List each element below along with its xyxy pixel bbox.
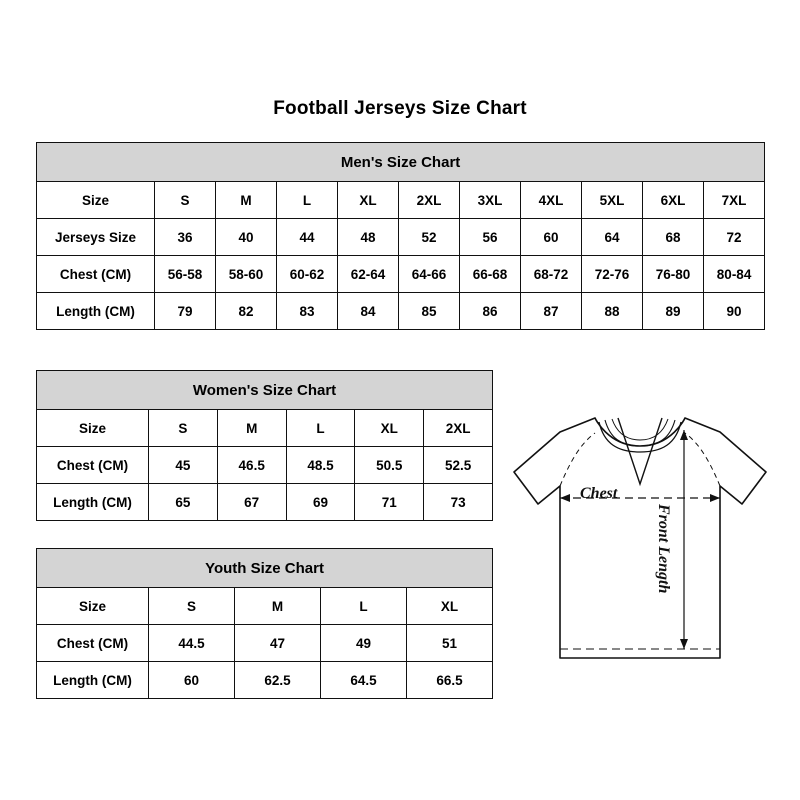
row-label: Length (CM) bbox=[37, 662, 149, 699]
column-header: S bbox=[149, 410, 218, 447]
page-title: Football Jerseys Size Chart bbox=[273, 98, 527, 119]
table-header-row bbox=[37, 143, 765, 182]
column-header: 6XL bbox=[643, 182, 704, 219]
table-cell: 62.5 bbox=[235, 662, 321, 699]
table-cell: 76-80 bbox=[643, 256, 704, 293]
row-label: Length (CM) bbox=[37, 484, 149, 521]
t-shirt-outline-icon bbox=[500, 400, 780, 690]
youth-size-chart bbox=[36, 548, 493, 699]
row-label: Length (CM) bbox=[37, 293, 155, 330]
table-cell: 84 bbox=[338, 293, 399, 330]
table-cell: 64.5 bbox=[321, 662, 407, 699]
table-cell: 47 bbox=[235, 625, 321, 662]
youth-chart-caption: Youth Size Chart bbox=[37, 549, 493, 588]
column-header: XL bbox=[407, 588, 493, 625]
front-length-label: Front Length bbox=[655, 504, 672, 594]
table-cell: 60 bbox=[149, 662, 235, 699]
table-header-row bbox=[37, 549, 493, 588]
table-cell: 48.5 bbox=[286, 447, 355, 484]
table-cell: 51 bbox=[407, 625, 493, 662]
table-cell: 49 bbox=[321, 625, 407, 662]
table-cell: 56-58 bbox=[155, 256, 216, 293]
column-header: XL bbox=[355, 410, 424, 447]
column-header: L bbox=[321, 588, 407, 625]
table-cell: 64-66 bbox=[399, 256, 460, 293]
table-cell: 87 bbox=[521, 293, 582, 330]
column-header-size: Size bbox=[37, 182, 155, 219]
column-header-size: Size bbox=[37, 588, 149, 625]
table-cell: 65 bbox=[149, 484, 218, 521]
mens-size-chart bbox=[36, 142, 765, 330]
column-header: M bbox=[235, 588, 321, 625]
column-header: S bbox=[149, 588, 235, 625]
womens-size-table bbox=[36, 370, 493, 521]
table-row bbox=[37, 662, 493, 699]
t-shirt-measure-diagram bbox=[500, 400, 780, 690]
table-cell: 80-84 bbox=[704, 256, 765, 293]
table-row bbox=[37, 256, 765, 293]
table-cell: 60-62 bbox=[277, 256, 338, 293]
column-header: 7XL bbox=[704, 182, 765, 219]
table-row bbox=[37, 625, 493, 662]
row-label: Jerseys Size bbox=[37, 219, 155, 256]
youth-size-table bbox=[36, 548, 493, 699]
table-row bbox=[37, 484, 493, 521]
chest-label: Chest bbox=[580, 485, 618, 502]
column-header: 2XL bbox=[424, 410, 493, 447]
table-cell: 44 bbox=[277, 219, 338, 256]
table-row bbox=[37, 219, 765, 256]
table-row bbox=[37, 410, 493, 447]
column-header-size: Size bbox=[37, 410, 149, 447]
table-cell: 48 bbox=[338, 219, 399, 256]
table-cell: 36 bbox=[155, 219, 216, 256]
table-cell: 64 bbox=[582, 219, 643, 256]
womens-chart-caption: Women's Size Chart bbox=[37, 371, 493, 410]
shirt-body-path bbox=[514, 418, 766, 658]
column-header: M bbox=[217, 410, 286, 447]
column-header: 2XL bbox=[399, 182, 460, 219]
table-cell: 88 bbox=[582, 293, 643, 330]
table-cell: 40 bbox=[216, 219, 277, 256]
table-cell: 71 bbox=[355, 484, 424, 521]
collar-line-inner bbox=[612, 419, 668, 440]
table-cell: 82 bbox=[216, 293, 277, 330]
column-header: L bbox=[277, 182, 338, 219]
table-cell: 73 bbox=[424, 484, 493, 521]
table-cell: 44.5 bbox=[149, 625, 235, 662]
table-cell: 69 bbox=[286, 484, 355, 521]
column-header: M bbox=[216, 182, 277, 219]
row-label: Chest (CM) bbox=[37, 447, 149, 484]
table-cell: 79 bbox=[155, 293, 216, 330]
table-cell: 58-60 bbox=[216, 256, 277, 293]
table-cell: 45 bbox=[149, 447, 218, 484]
mens-size-table bbox=[36, 142, 765, 330]
table-cell: 72 bbox=[704, 219, 765, 256]
table-cell: 83 bbox=[277, 293, 338, 330]
table-cell: 52.5 bbox=[424, 447, 493, 484]
column-header: 5XL bbox=[582, 182, 643, 219]
table-cell: 67 bbox=[217, 484, 286, 521]
table-cell: 68-72 bbox=[521, 256, 582, 293]
table-row bbox=[37, 447, 493, 484]
table-cell: 90 bbox=[704, 293, 765, 330]
column-header: 3XL bbox=[460, 182, 521, 219]
womens-size-chart bbox=[36, 370, 493, 521]
column-header: L bbox=[286, 410, 355, 447]
table-row bbox=[37, 293, 765, 330]
table-row bbox=[37, 182, 765, 219]
table-cell: 66-68 bbox=[460, 256, 521, 293]
table-cell: 85 bbox=[399, 293, 460, 330]
table-cell: 56 bbox=[460, 219, 521, 256]
table-cell: 66.5 bbox=[407, 662, 493, 699]
table-cell: 60 bbox=[521, 219, 582, 256]
table-cell: 62-64 bbox=[338, 256, 399, 293]
table-cell: 50.5 bbox=[355, 447, 424, 484]
table-cell: 72-76 bbox=[582, 256, 643, 293]
table-cell: 46.5 bbox=[217, 447, 286, 484]
table-row bbox=[37, 588, 493, 625]
row-label: Chest (CM) bbox=[37, 256, 155, 293]
table-cell: 52 bbox=[399, 219, 460, 256]
table-cell: 68 bbox=[643, 219, 704, 256]
table-header-row bbox=[37, 371, 493, 410]
column-header: 4XL bbox=[521, 182, 582, 219]
row-label: Chest (CM) bbox=[37, 625, 149, 662]
mens-chart-caption: Men's Size Chart bbox=[37, 143, 765, 182]
table-cell: 89 bbox=[643, 293, 704, 330]
column-header: S bbox=[155, 182, 216, 219]
column-header: XL bbox=[338, 182, 399, 219]
table-cell: 86 bbox=[460, 293, 521, 330]
